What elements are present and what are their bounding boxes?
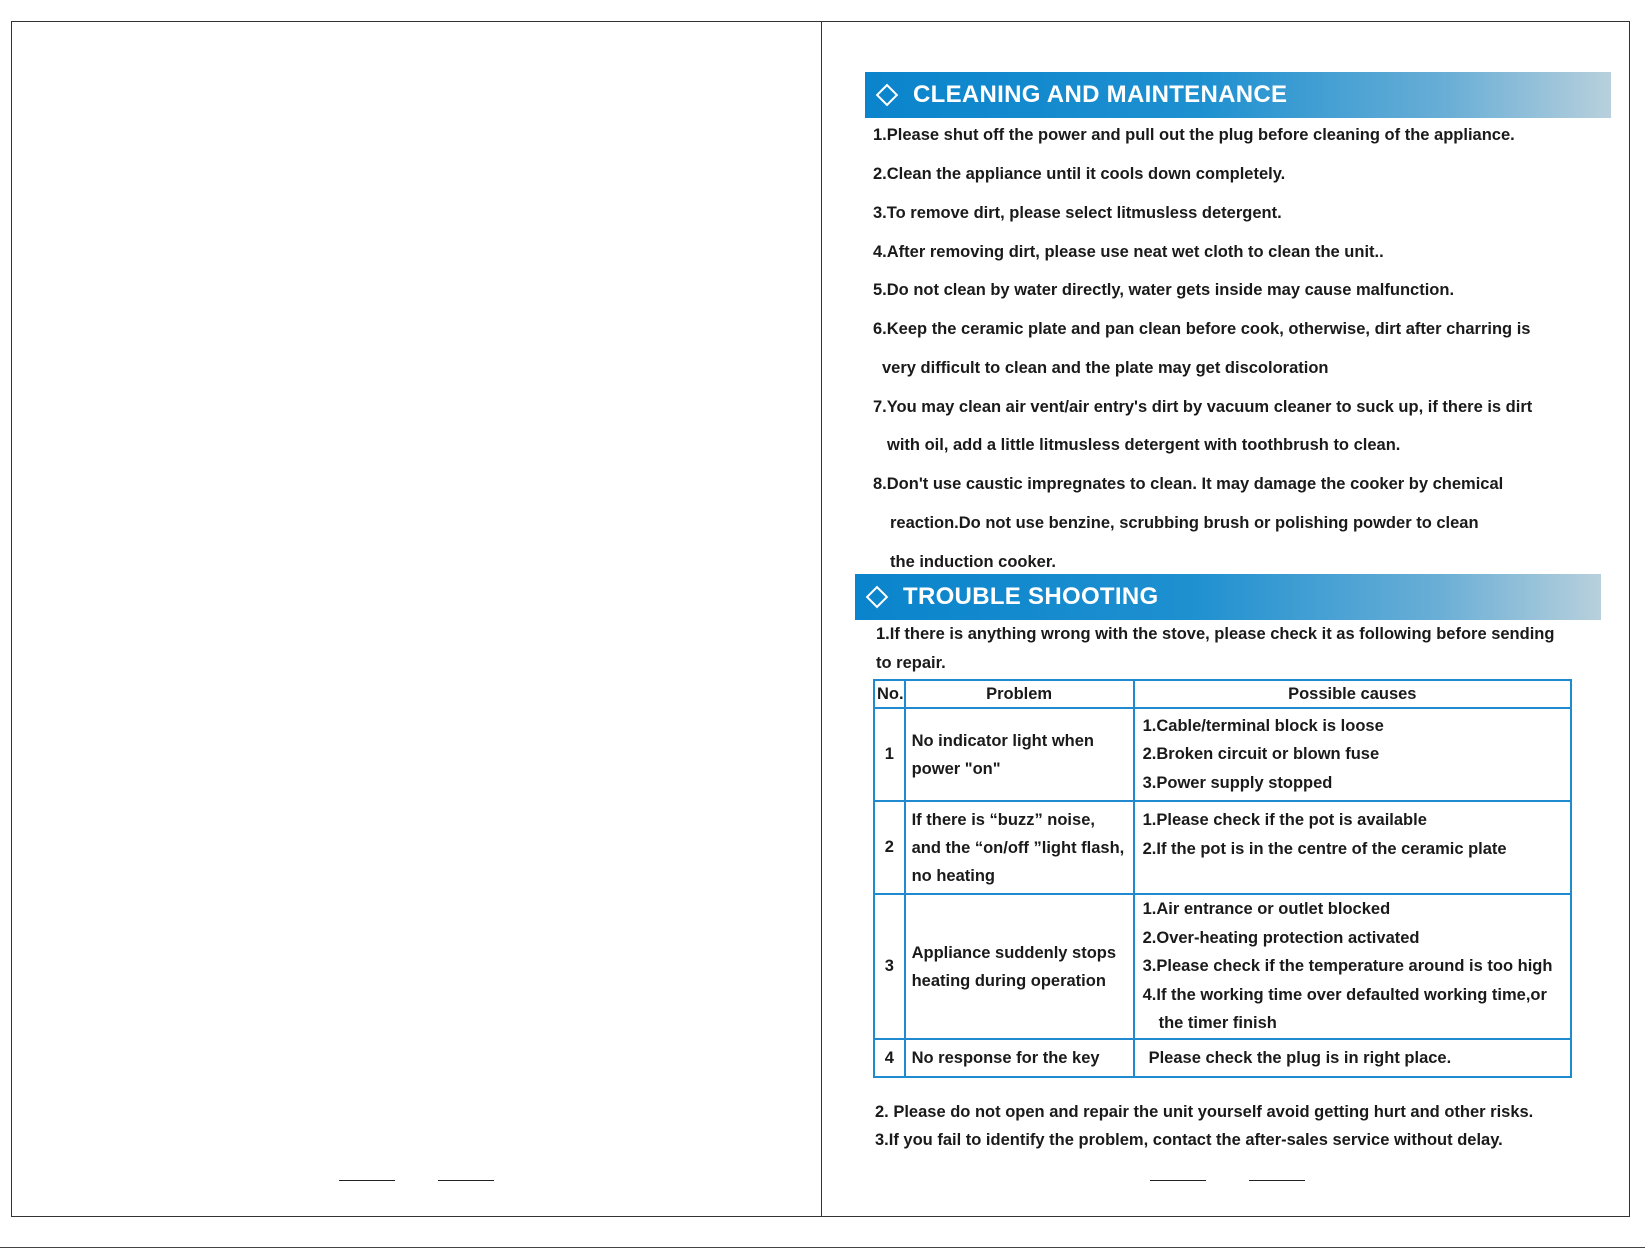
troubleshooting-table	[873, 679, 1572, 1078]
causes-cell	[1134, 1039, 1571, 1077]
cleaning-line-8-cont-2: the induction cooker.	[890, 553, 1056, 571]
problem-line: Appliance suddenly stops	[911, 943, 1117, 962]
left-page-number-rule-2	[438, 1180, 494, 1181]
problem-line: No indicator light when	[911, 731, 1095, 750]
problem-line: no heating	[911, 866, 996, 885]
cause-line: 2.Over-heating protection activated	[1142, 928, 1420, 947]
cleaning-line-7: 7.You may clean air vent/air entry's dirt by vacuum cleaner to suck up, if there is dirt	[873, 398, 1533, 416]
table-row	[874, 894, 1571, 1039]
problem-cell	[905, 1039, 1134, 1077]
trouble-intro-line-1: 1.If there is anything wrong with the stove, please check it as following before sending	[876, 625, 1555, 643]
cause-line: the timer finish	[1158, 1014, 1277, 1033]
header-problem: Problem	[905, 680, 1134, 708]
cleaning-line-1: 1.Please shut off the power and pull out the plug before cleaning of the appliance.	[873, 126, 1515, 144]
right-page-number-rule-2	[1249, 1180, 1305, 1181]
right-page-number-rule-1	[1150, 1180, 1206, 1181]
cleaning-line-2: 2.Clean the appliance until it cools down completely.	[873, 165, 1286, 183]
cleaning-line-7-cont: with oil, add a little litmusless detergent with toothbrush to clean.	[887, 436, 1401, 454]
causes-cell	[1134, 801, 1571, 894]
cause-line: 3.Please check if the temperature around is too high	[1142, 957, 1553, 976]
cleaning-line-8-cont: reaction.Do not use benzine, scrubbing brush or polishing powder to clean	[890, 514, 1479, 532]
header-no: No.	[874, 680, 905, 708]
cause-line: 4.If the working time over defaulted working time,or	[1142, 985, 1547, 1004]
table-row	[874, 708, 1571, 801]
cleaning-maintenance-banner	[865, 72, 1611, 118]
diamond-icon	[876, 84, 899, 107]
problem-line: If there is “buzz” noise,	[911, 810, 1095, 829]
trouble-shooting-banner	[855, 574, 1601, 620]
causes-cell	[1134, 708, 1571, 801]
table-header-row	[874, 680, 1571, 708]
cause-line: 1.Air entrance or outlet blocked	[1142, 900, 1391, 919]
cleaning-line-6-cont: very difficult to clean and the plate may get discoloration	[882, 359, 1329, 377]
trouble-footer-line-1: 2. Please do not open and repair the unit yourself avoid getting hurt and other risks.	[875, 1103, 1534, 1121]
row-number: 2	[874, 801, 905, 894]
problem-line: and the “on/off ”light flash,	[911, 838, 1125, 857]
cause-line: 1.Cable/terminal block is loose	[1142, 716, 1384, 735]
cause-line: Please check the plug is in right place.	[1148, 1048, 1452, 1067]
header-causes: Possible causes	[1134, 680, 1571, 708]
table-row	[874, 801, 1571, 894]
trouble-title: TROUBLE SHOOTING	[903, 583, 1159, 610]
trouble-footer-line-2: 3.If you fail to identify the problem, contact the after-sales service without delay.	[875, 1131, 1503, 1149]
row-number: 3	[874, 894, 905, 1039]
cleaning-line-4: 4.After removing dirt, please use neat wet cloth to clean the unit..	[873, 243, 1384, 261]
problem-line: No response for the key	[911, 1049, 1100, 1067]
cleaning-line-5: 5.Do not clean by water directly, water gets inside may cause malfunction.	[873, 281, 1455, 299]
problem-cell	[905, 894, 1134, 1039]
cleaning-line-8: 8.Don't use caustic impregnates to clean. It may damage the cooker by chemical	[873, 475, 1504, 493]
page-fold-divider	[821, 21, 822, 1217]
problem-line: heating during operation	[911, 971, 1106, 990]
left-page-number-rule-1	[339, 1180, 395, 1181]
row-number: 1	[874, 708, 905, 801]
trouble-intro-line-2: to repair.	[876, 654, 946, 672]
problem-cell	[905, 801, 1134, 894]
causes-cell	[1134, 894, 1571, 1039]
cause-line: 2.If the pot is in the centre of the ceramic plate	[1142, 839, 1507, 858]
cleaning-title: CLEANING AND MAINTENANCE	[913, 81, 1288, 108]
cause-line: 3.Power supply stopped	[1142, 773, 1333, 792]
cause-line: 2.Broken circuit or blown fuse	[1142, 745, 1380, 764]
row-number: 4	[874, 1039, 905, 1077]
problem-line: power "on"	[911, 759, 1001, 778]
cleaning-line-6: 6.Keep the ceramic plate and pan clean before cook, otherwise, dirt after charring is	[873, 320, 1531, 338]
diamond-icon	[866, 586, 889, 609]
cleaning-line-3: 3.To remove dirt, please select litmusless detergent.	[873, 204, 1282, 222]
problem-cell	[905, 708, 1134, 801]
cause-line: 1.Please check if the pot is available	[1142, 811, 1427, 829]
table-row	[874, 1039, 1571, 1077]
